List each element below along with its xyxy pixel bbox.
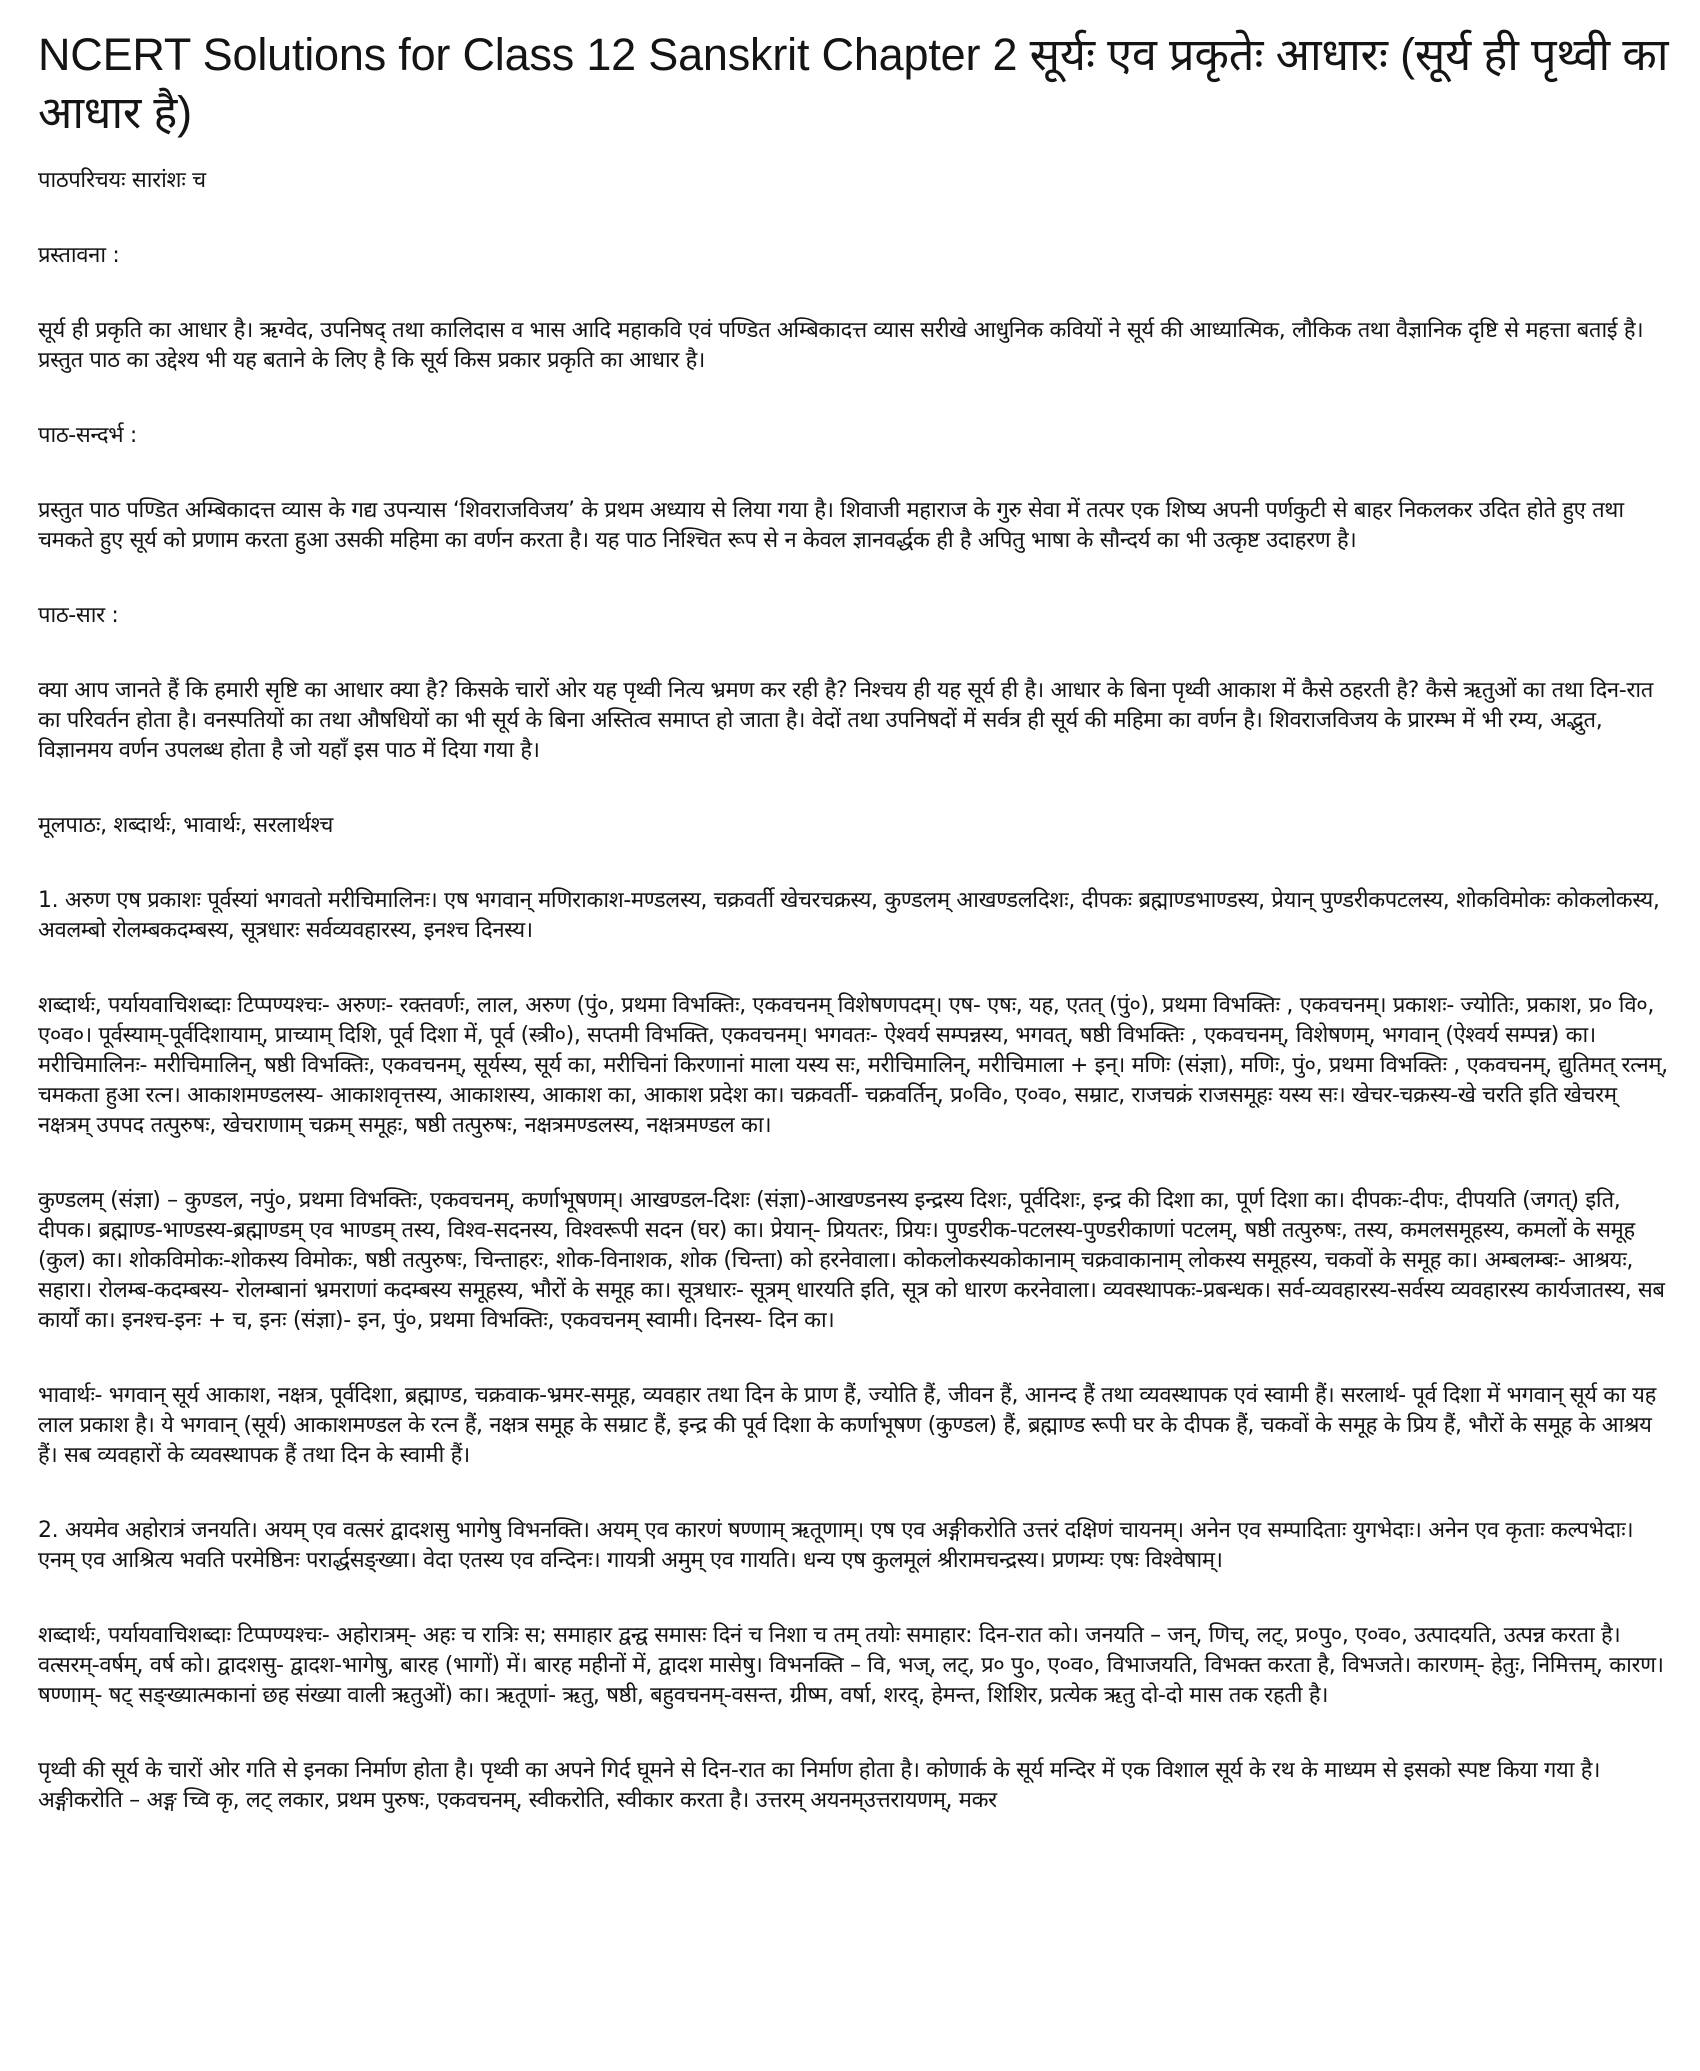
section-heading-lesson-summary: पाठ-सार : bbox=[38, 603, 119, 628]
introduction-paragraph: सूर्य ही प्रकृति का आधार है। ऋग्वेद, उपनिषद् तथा कालिदास व भास आदि महाकवि एवं पण्डित अम्बिकादत्त व्यास सरीखे आधुनिक कवियों ने सूर्य की आध्यात्मिक, लौकिक तथा वैज्ञानिक दृष्टि से महत्ता बताई है। प्रस्तुत पाठ का उद्देश्य भी यह बताने के लिए है कि सूर्य किस प्रकार प्रकृति का आधार है। bbox=[38, 318, 1644, 373]
verse-2-paragraph: 2. अयमेव अहोरात्रं जनयति। अयम् एव वत्सरं द्वादशसु भागेषु विभनक्ति। अयम् एव कारणं षण्णाम् ऋतूणाम्। एष एव अङ्गीकरोति उत्तरं दक्षिणं चायनम्। अनेन एव सम्पादिताः युगभेदाः। अनेन एव कृताः कल्पभेदाः। एनम् एव आश्रित्य भवति परमेष्ठिनः परार्द्धसङ्ख्या। वेदा एतस्य एव वन्दिनः। गायत्री अमुम् एव गायति। धन्य एष कुलमूलं श्रीरामचन्द्रस्य। प्रणम्यः एषः विश्वेषाम्। bbox=[38, 1518, 1634, 1573]
section-heading-context: पाठ-सन्दर्भ : bbox=[38, 423, 137, 448]
verse-2-notes: पृथ्वी की सूर्य के चारों ओर गति से इनका निर्माण होता है। पृथ्वी का अपने गिर्द घूमने से दिन-रात का निर्माण होता है। कोणार्क के सूर्य मन्दिर में एक विशाल सूर्य के रथ के माध्यम से इसको स्पष्ट किया गया है। अङ्गीकरोति – अङ्ग च्वि कृ, लट् लकार, प्रथम पुरुषः, एकवचनम्, स्वीकरोति, स्वीकार करता है। उत्तरम् अयनम्उत्तरायणम्, मकर bbox=[38, 1758, 1601, 1813]
context-paragraph: प्रस्तुत पाठ पण्डित अम्बिकादत्त व्यास के गद्य उपन्यास ‘शिवराजविजय’ के प्रथम अध्याय से लिया गया है। शिवाजी महाराज के गुरु सेवा में तत्पर एक शिष्य अपनी पर्णकुटी से बाहर निकलकर उदित होते हुए तथा चमकते हुए सूर्य को प्रणाम करता हुआ उसकी महिमा का वर्णन करता है। यह पाठ निश्चित रूप से न केवल ज्ञानवर्द्धक ही है अपितु भाषा के सौन्दर्य का भी उत्कृष्ट उदाहरण है। bbox=[38, 498, 1624, 553]
verse-1-paragraph: 1. अरुण एष प्रकाशः पूर्वस्यां भगवतो मरीचिमालिनः। एष भगवान् मणिराकाश-मण्डलस्य, चक्रवर्ती खेचरचक्रस्य, कुण्डलम् आखण्डलदिशः, दीपकः ब्रह्माण्डभाण्डस्य, प्रेयान् पुण्डरीकपटलस्य, शोकविमोकः कोकलोकस्य, अवलम्बो रोलम्बकदम्बस्य, सूत्रधारः सर्वव्यवहारस्य, इनश्च दिनस्य। bbox=[38, 888, 1660, 943]
verse-1-word-meanings-continued: कुण्डलम् (संज्ञा) – कुण्डल, नपुं०, प्रथमा विभक्तिः, एकवचनम्, कर्णाभूषणम्। आखण्डल-दिशः (संज्ञा)-आखण्डनस्य इन्द्रस्य दिशः, पूर्वदिशः, इन्द्र की दिशा का, पूर्ण दिशा का। दीपकः-दीपः, दीपयति (जगत्) इति, दीपक। ब्रह्माण्ड-भाण्डस्य-ब्रह्माण्डम् एव भाण्डम् तस्य, विश्व-सदनस्य, विश्वरूपी सदन (घर) का। प्रेयान्- प्रियतरः, प्रियः। पुण्डरीक-पटलस्य-पुण्डरीकाणां पटलम्, षष्ठी तत्पुरुषः, तस्य, कमलसमूहस्य, कमलों के समूह (कुल) का। शोकविमोकः-शोकस्य विमोकः, षष्ठी तत्पुरुषः, चिन्ताहरः, शोक-विनाशक, शोक (चिन्ता) को हरनेवाला। कोकलोकस्यकोकानाम् चक्रवाकानाम् लोकस्य समूहस्य, चकवों के समूह का। अम्बलम्बः- आश्रयः, सहारा। रोलम्ब-कदम्बस्य- रोलम्बानां भ्रमराणां कदम्बस्य समूहस्य, भौरों के समूह का। सूत्रधारः- सूत्रम् धारयति इति, सूत्र को धारण करनेवाला। व्यवस्थापकः-प्रबन्धक। सर्व-व्यवहारस्य-सर्वस्य व्यवहारस्य कार्यजातस्य, सब कार्यों का। इनश्च-इनः + च, इनः (संज्ञा)- इन, पुं०, प्रथमा विभक्तिः, एकवचनम् स्वामी। दिनस्य- दिन का। bbox=[38, 1188, 1665, 1333]
verse-1-word-meanings: शब्दार्थः, पर्यायवाचिशब्दाः टिप्पण्यश्चः- अरुणः- रक्तवर्णः, लाल, अरुण (पुं०, प्रथमा विभक्तिः, एकवचनम् विशेषणपदम्। एष- एषः, यह, एतत् (पुं०), प्रथमा विभक्तिः , एकवचनम्। प्रकाशः- ज्योतिः, प्रकाश, प्र० वि०, ए०व०। पूर्वस्याम्-पूर्वदिशायाम्, प्राच्याम् दिशि, पूर्व दिशा में, पूर्व (स्त्री०), सप्तमी विभक्ति, एकवचनम्। भगवतः- ऐश्वर्य सम्पन्नस्य, भगवत्, षष्ठी विभक्तिः , एकवचनम्, विशेषणम्, भगवान् (ऐश्वर्य सम्पन्न) का। मरीचिमालिनः- मरीचिमालिन्, षष्ठी विभक्तिः, एकवचनम्, सूर्यस्य, सूर्य का, मरीचिनां किरणानां माला यस्य सः, मरीचिमालिन्, मरीचिमाला + इन्। मणिः (संज्ञा), मणिः, पुं०, प्रथमा विभक्तिः , एकवचनम्, द्युतिमत् रत्नम्, चमकता हुआ रत्न। आकाशमण्डलस्य- आकाशवृत्तस्य, आकाशस्य, आकाश का, आकाश प्रदेश का। चक्रवर्ती- चक्रवर्तिन्, प्र०वि०, ए०व०, सम्राट, राजचक्रं राजसमूहः यस्य सः। खेचर-चक्रस्य-खे चरति इति खेचरम् नक्षत्रम् उपपद तत्पुरुषः, खेचराणाम् चक्रम् समूहः, षष्ठी तत्पुरुषः, नक्षत्रमण्डलस्य, नक्षत्रमण्डल का। bbox=[38, 993, 1668, 1138]
section-heading-text-meanings: मूलपाठः, शब्दार्थः, भावार्थः, सरलार्थश्च bbox=[38, 813, 334, 838]
section-heading-introduction: प्रस्तावना : bbox=[38, 243, 120, 268]
lesson-summary-paragraph: क्या आप जानते हैं कि हमारी सृष्टि का आधार क्या है? किसके चारों ओर यह पृथ्वी नित्य भ्रमण कर रही है? निश्चय ही यह सूर्य ही है। आधार के बिना पृथ्वी आकाश में कैसे ठहरती है? कैसे ऋतुओं का तथा दिन-रात का परिवर्तन होता है। वनस्पतियों का तथा औषधियों का भी सूर्य के बिना अस्तित्व समाप्त हो जाता है। वेदों तथा उपनिषदों में सर्वत्र ही सूर्य की महिमा का वर्णन है। शिवराजविजय के प्रारम्भ में भी रम्य, अद्भुत, विज्ञानमय वर्णन उपलब्ध होता है जो यहाँ इस पाठ में दिया गया है। bbox=[38, 678, 1653, 763]
verse-1-meaning: भावार्थः- भगवान् सूर्य आकाश, नक्षत्र, पूर्वदिशा, ब्रह्माण्ड, चक्रवाक-भ्रमर-समूह, व्यवहार तथा दिन के प्राण हैं, ज्योति हैं, जीवन हैं, आनन्द हैं तथा व्यवस्थापक एवं स्वामी हैं। सरलार्थ- पूर्व दिशा में भगवान् सूर्य का यह लाल प्रकाश है। ये भगवान् (सूर्य) आकाशमण्डल के रत्न हैं, नक्षत्र समूह के सम्राट हैं, इन्द्र की पूर्व दिशा के कर्णाभूषण (कुण्डल) हैं, ब्रह्माण्ड रूपी घर के दीपक हैं, चकवों के समूह के प्रिय हैं, भौरों के समूह के आश्रय हैं। सब व्यवहारों के व्यवस्थापक हैं तथा दिन के स्वामी हैं। bbox=[38, 1383, 1656, 1468]
verse-2-word-meanings: शब्दार्थः, पर्यायवाचिशब्दाः टिप्पण्यश्चः- अहोरात्रम्- अहः च रात्रिः स; समाहार द्वन्द्व समासः दिनं च निशा च तम् तयोः समाहार: दिन-रात को। जनयति – जन्, णिच्, लट्, प्र०पु०, ए०व०, उत्पादयति, उत्पन्न करता है। वत्सरम्-वर्षम्, वर्ष को। द्वादशसु- द्वादश-भागेषु, बारह (भागों) में। बारह महीनों में, द्वादश मासेषु। विभनक्ति – वि, भज्, लट्, प्र० पु०, ए०व०, विभाजयति, विभक्त करता है, विभजते। कारणम्- हेतुः, निमित्तम्, कारण। षण्णाम्- षट् सङ्ख्यात्मकानां छह संख्या वाली ऋतुओं) का। ऋतूणां- ऋतु, षष्ठी, बहुवचनम्-वसन्त, ग्रीष्म, वर्षा, शरद्, हेमन्त, शिशिर, प्रत्येक ऋतु दो-दो मास तक रहती है। bbox=[38, 1623, 1664, 1708]
article bbox=[38, 26, 1670, 1861]
page-title: NCERT Solutions for Class 12 Sanskrit Chapter 2 सूर्यः एव प्रकृतेः आधारः (सूर्य ही पृथ्वी का आधार है) bbox=[38, 29, 1669, 138]
section-heading-summary: पाठपरिचयः सारांशः च bbox=[38, 168, 206, 193]
